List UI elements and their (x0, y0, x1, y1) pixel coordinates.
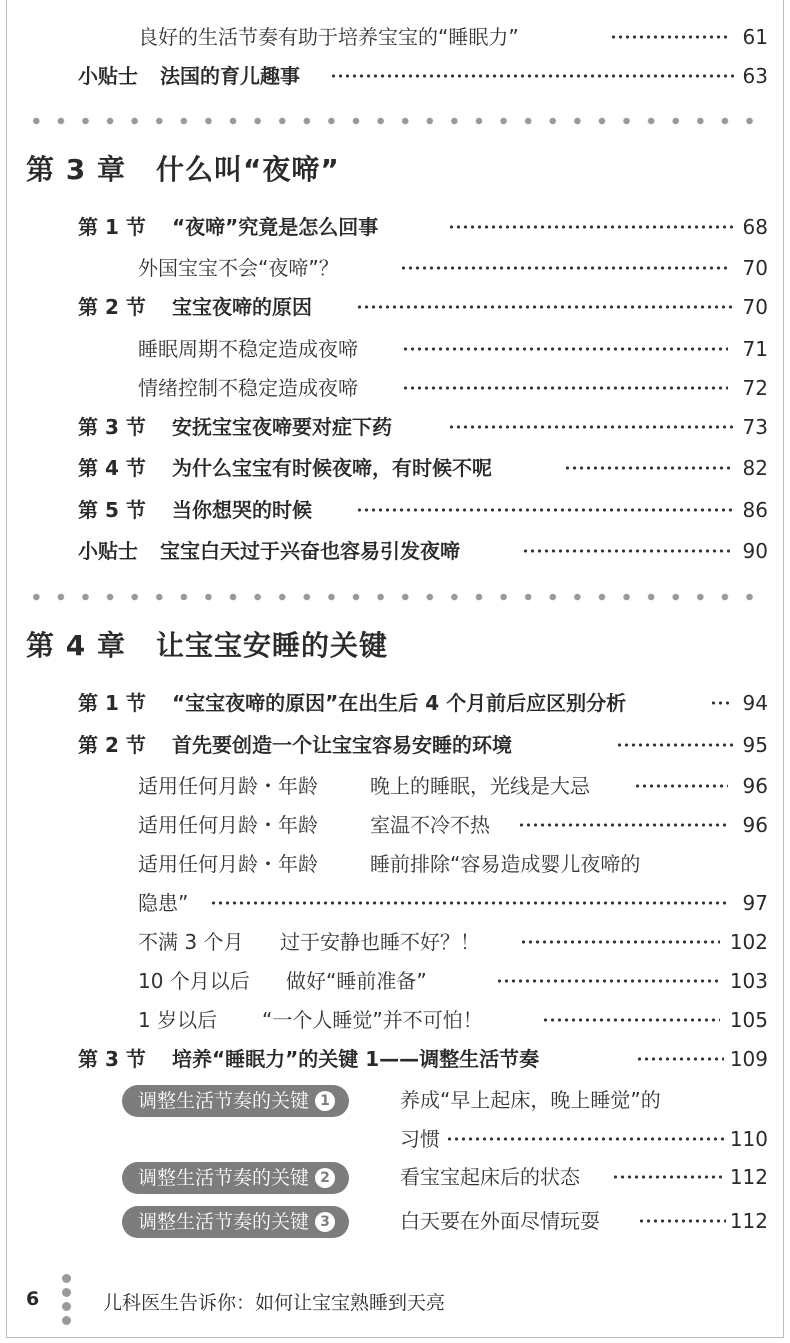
dotted-divider (24, 592, 770, 602)
chapter-heading (26, 626, 388, 666)
entry-text: 做好“睡前准备” (286, 969, 427, 993)
key-number-badge: 1 (315, 1091, 335, 1111)
entry-text: 睡眠周期不稳定造成夜啼 (138, 337, 358, 361)
dot-leader (330, 74, 734, 78)
dot-leader (710, 701, 732, 705)
entry-text: 安抚宝宝夜啼要对症下药 (172, 415, 392, 439)
toc-entry[interactable] (78, 1044, 768, 1074)
chapter-title: 让宝宝安睡的关键 (155, 629, 388, 662)
entry-label: 小贴士 (78, 64, 138, 88)
toc-entry-continued[interactable] (138, 888, 768, 918)
toc-entry[interactable] (138, 253, 768, 283)
entry-label: 第 2 节 (78, 733, 146, 757)
entry-text: 首先要创造一个让宝宝容易安睡的环境 (172, 733, 512, 757)
entry-text: 白天要在外面尽情玩耍 (400, 1209, 600, 1233)
entry-prefix: 不满 3 个月 (138, 930, 244, 954)
page-number: 97 (742, 891, 768, 915)
entry-label: 第 3 节 (78, 1047, 146, 1071)
running-title: 儿科医生告诉你：如何让宝宝熟睡到天亮 (103, 1292, 446, 1314)
page-number: 102 (729, 930, 768, 954)
toc-entry[interactable] (78, 61, 768, 91)
entry-text: 当你想哭的时候 (172, 498, 312, 522)
entry-label: 第 3 节 (78, 415, 146, 439)
dot-leader (496, 979, 720, 983)
chapter-number: 第 3 章 (26, 153, 126, 186)
toc-entry[interactable] (138, 22, 768, 52)
key-pill (122, 1206, 349, 1238)
chapter-title: 什么叫“夜啼” (155, 153, 340, 186)
page-number: 94 (742, 691, 768, 715)
entry-text: “一个人睡觉”并不可怕！ (262, 1008, 483, 1032)
dot-leader (520, 940, 720, 944)
key-pill-label: 调整生活节奏的关键 (138, 1167, 310, 1189)
toc-key-entry-continued[interactable] (400, 1124, 768, 1154)
dot-leader (210, 901, 728, 905)
dot-leader (542, 1018, 720, 1022)
page-number: 72 (742, 376, 768, 400)
entry-label: 第 2 节 (78, 295, 146, 319)
page-folio: 6 (26, 1288, 40, 1310)
page-number: 110 (729, 1127, 768, 1151)
dot-leader (400, 266, 728, 270)
page-number: 109 (729, 1047, 768, 1071)
toc-entry[interactable] (138, 849, 768, 879)
dot-leader (634, 784, 728, 788)
entry-text-continued: 习惯 (400, 1127, 440, 1151)
toc-key-entry[interactable] (122, 1206, 768, 1238)
page-number: 96 (742, 813, 768, 837)
entry-text: 晚上的睡眠，光线是大忌 (370, 774, 590, 798)
entry-text: 良好的生活节奏有助于培养宝宝的“睡眠力” (138, 25, 519, 49)
key-pill-label: 调整生活节奏的关键 (138, 1211, 310, 1233)
entry-text: 宝宝白天过于兴奋也容易引发夜啼 (160, 539, 460, 563)
toc-entry[interactable] (78, 536, 768, 566)
entry-text: 睡前排除“容易造成婴儿夜啼的 (370, 852, 641, 876)
entry-text: “宝宝夜啼的原因”在出生后 4 个月前后应区别分析 (172, 691, 627, 715)
key-pill (122, 1162, 349, 1194)
entry-text: 养成“早上起床，晚上睡觉”的 (400, 1088, 661, 1112)
entry-label: 第 4 节 (78, 456, 146, 480)
page-number: 105 (729, 1008, 768, 1032)
key-pill (122, 1085, 349, 1117)
chapter-heading (26, 150, 340, 190)
toc-entry[interactable] (138, 1005, 768, 1035)
footer-dots-ornament (62, 1270, 72, 1330)
page-number: 71 (742, 337, 768, 361)
toc-entry[interactable] (138, 771, 768, 801)
dot-leader (522, 549, 734, 553)
page-number: 86 (742, 498, 768, 522)
dot-leader (356, 508, 734, 512)
entry-text: 看宝宝起床后的状态 (400, 1165, 580, 1189)
key-number-badge: 3 (315, 1212, 335, 1232)
toc-entry[interactable] (138, 966, 768, 996)
entry-text: 为什么宝宝有时候夜啼，有时候不呢 (172, 456, 492, 480)
toc-entry[interactable] (78, 212, 768, 242)
dot-leader (638, 1219, 726, 1223)
page-number: 112 (729, 1209, 768, 1233)
dot-leader (446, 1137, 726, 1141)
entry-label: 小贴士 (78, 539, 138, 563)
entry-prefix: 适用任何月龄・年龄 (138, 852, 318, 876)
page-number: 61 (742, 25, 768, 49)
entry-label: 第 1 节 (78, 215, 146, 239)
entry-label: 第 1 节 (78, 691, 146, 715)
dot-leader (616, 743, 734, 747)
page-number: 73 (742, 415, 768, 439)
toc-entry[interactable] (138, 373, 768, 403)
entry-text: 培养“睡眠力”的关键 1——调整生活节奏 (172, 1047, 540, 1071)
entry-text: 情绪控制不稳定造成夜啼 (138, 376, 358, 400)
dot-leader (402, 347, 728, 351)
page-number: 82 (742, 456, 768, 480)
page-number: 95 (742, 733, 768, 757)
toc-key-entry[interactable] (122, 1162, 768, 1194)
key-number-badge: 2 (315, 1168, 335, 1188)
entry-text: “夜啼”究竟是怎么回事 (172, 215, 379, 239)
page-number: 103 (729, 969, 768, 993)
entry-text: 外国宝宝不会“夜啼”？ (138, 256, 339, 280)
dot-leader (518, 823, 728, 827)
entry-text: 法国的育儿趣事 (160, 64, 300, 88)
toc-entry[interactable] (78, 292, 768, 322)
dot-leader (448, 225, 734, 229)
page-number: 96 (742, 774, 768, 798)
toc-entry[interactable] (138, 334, 768, 364)
dot-leader (612, 1175, 726, 1179)
page-number: 70 (742, 295, 768, 319)
page-number: 90 (742, 539, 768, 563)
dot-leader (402, 386, 728, 390)
dot-leader (448, 425, 734, 429)
toc-entry[interactable] (78, 688, 768, 718)
dot-leader (564, 466, 734, 470)
key-pill-label: 调整生活节奏的关键 (138, 1090, 310, 1112)
entry-text: 室温不冷不热 (370, 813, 490, 837)
page-number: 112 (729, 1165, 768, 1189)
toc-entry[interactable] (78, 453, 768, 483)
entry-label: 第 5 节 (78, 498, 146, 522)
entry-prefix: 1 岁以后 (138, 1008, 218, 1032)
entry-text: 过于安静也睡不好？！ (280, 930, 480, 954)
dot-leader (610, 35, 728, 39)
toc-entry[interactable] (78, 730, 768, 760)
entry-prefix: 适用任何月龄・年龄 (138, 774, 318, 798)
entry-prefix: 10 个月以后 (138, 969, 250, 993)
page-number: 68 (742, 215, 768, 239)
toc-entry[interactable] (78, 412, 768, 442)
toc-entry[interactable] (138, 927, 768, 957)
toc-entry[interactable] (138, 810, 768, 840)
page-number: 63 (742, 64, 768, 88)
chapter-number: 第 4 章 (26, 629, 126, 662)
toc-entry[interactable] (78, 495, 768, 525)
page-number: 70 (742, 256, 768, 280)
dot-leader (356, 305, 734, 309)
entry-prefix: 适用任何月龄・年龄 (138, 813, 318, 837)
dotted-divider (24, 116, 770, 126)
entry-text: 宝宝夜啼的原因 (172, 295, 312, 319)
entry-text-continued: 隐患” (138, 891, 189, 915)
toc-key-entry[interactable] (122, 1085, 768, 1117)
dot-leader (636, 1057, 724, 1061)
